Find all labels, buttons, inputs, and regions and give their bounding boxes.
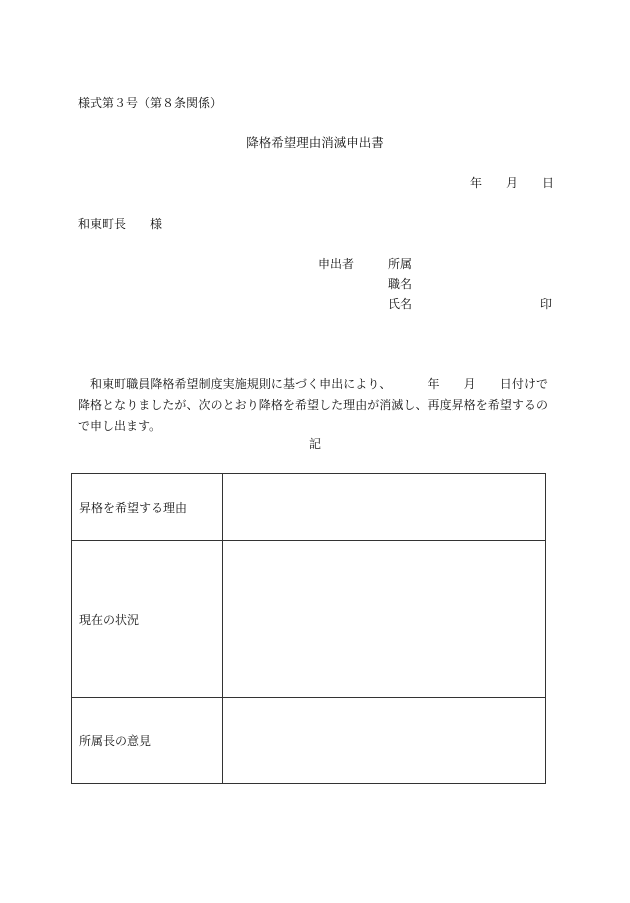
table-row xyxy=(72,474,546,541)
table-row xyxy=(72,698,546,784)
row-label-promotion-reason: 昇格を希望する理由 xyxy=(72,474,223,541)
affiliation-label: 所属 xyxy=(388,257,413,271)
date-line xyxy=(470,177,554,189)
date-year-label: 年 xyxy=(470,176,483,190)
row-label-manager-opinion: 所属長の意見 xyxy=(72,698,223,784)
date-month-label: 月 xyxy=(506,176,519,190)
row-field-promotion-reason[interactable] xyxy=(223,474,546,541)
seal-label: 印 xyxy=(540,297,553,311)
position-label: 職名 xyxy=(388,277,413,291)
name-label: 氏名 xyxy=(388,297,413,311)
form-table xyxy=(71,473,546,784)
row-field-current-status[interactable] xyxy=(223,541,546,698)
body-month-label: 月 xyxy=(463,377,476,391)
addressee: 和東町長 様 xyxy=(78,217,163,231)
body-text-part1: 和東町職員降格希望制度実施規則に基づく申出により、 xyxy=(90,377,392,391)
body-text-part2: 日付けで降格となりましたが、次のとおり降格を希望した理由が消滅し、再度昇格を希望するので申し出ます。 xyxy=(78,377,548,433)
body-year-label: 年 xyxy=(427,377,440,391)
row-field-manager-opinion[interactable] xyxy=(223,698,546,784)
body-paragraph xyxy=(78,374,548,437)
table-row xyxy=(72,541,546,698)
form-number: 様式第３号（第８条関係） xyxy=(78,96,223,110)
applicant-label: 申出者 xyxy=(318,257,355,271)
date-day-label: 日 xyxy=(542,176,555,190)
note-mark: 記 xyxy=(308,437,321,451)
document-title: 降格希望理由消滅申出書 xyxy=(246,135,384,150)
row-label-current-status: 現在の状況 xyxy=(72,541,223,698)
